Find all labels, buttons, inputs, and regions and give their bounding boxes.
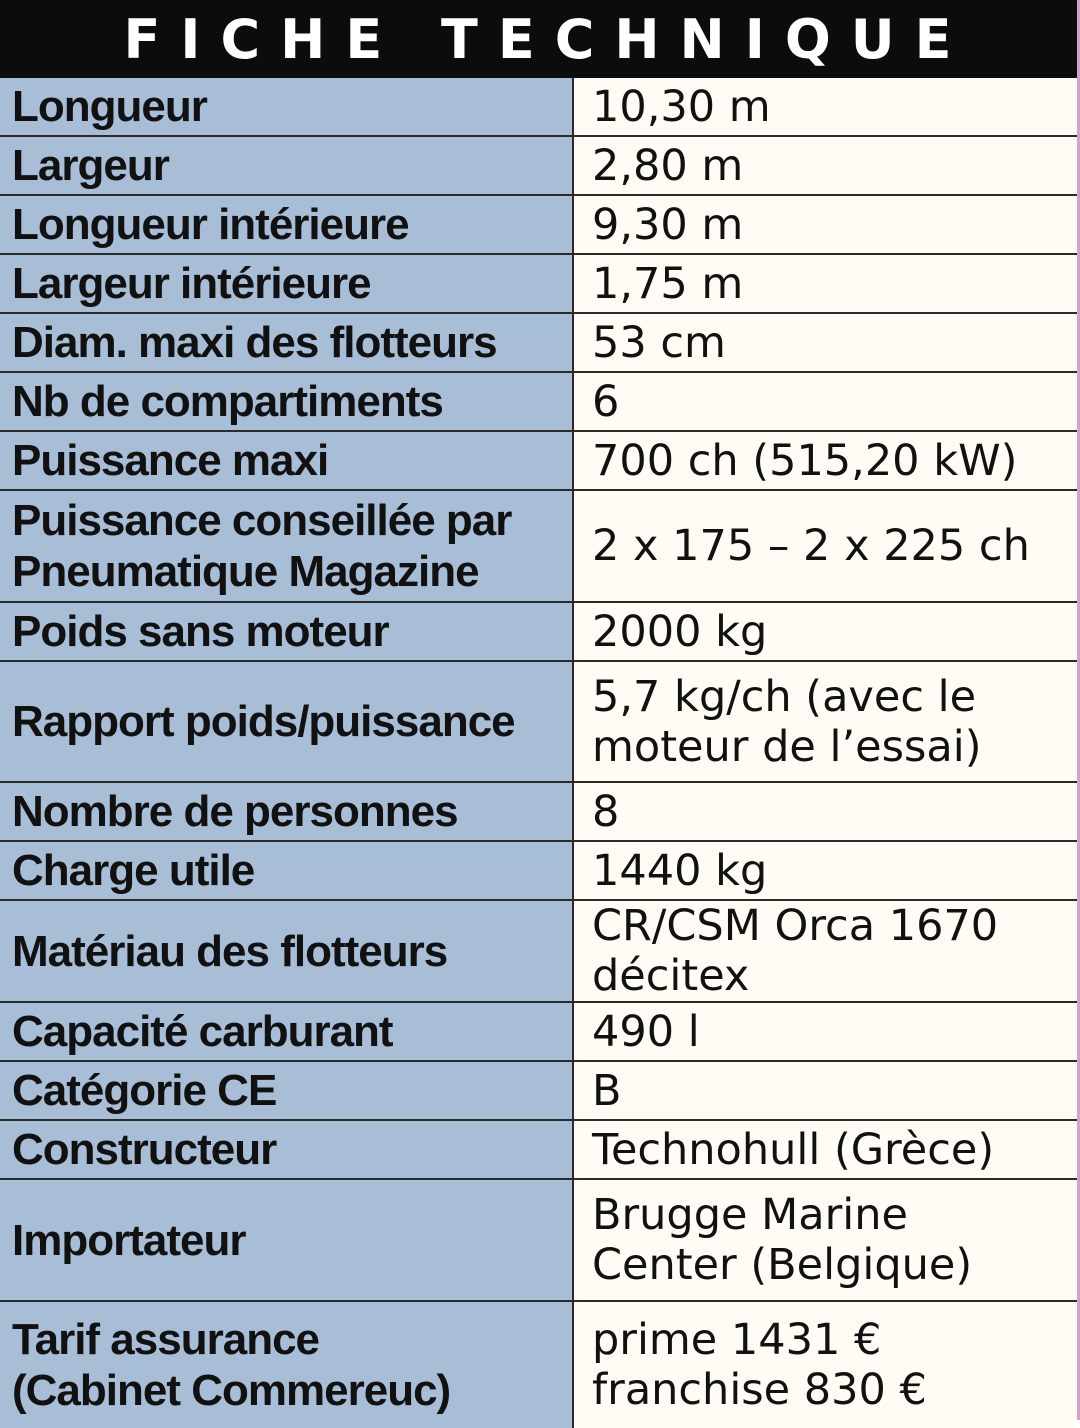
row-label: Charge utile xyxy=(0,841,573,900)
table-row xyxy=(0,1179,1077,1301)
row-value: prime 1431 € franchise 830 € xyxy=(573,1301,1077,1428)
table-row xyxy=(0,254,1077,313)
row-value: 9,30 m xyxy=(573,195,1077,254)
row-label: Poids sans moteur xyxy=(0,602,573,661)
row-label: Matériau des flotteurs xyxy=(0,900,573,1002)
table-row xyxy=(0,490,1077,602)
row-value: 2,80 m xyxy=(573,136,1077,195)
row-value: 700 ch (515,20 kW) xyxy=(573,431,1077,490)
table-row xyxy=(0,1061,1077,1120)
row-label: Diam. maxi des flotteurs xyxy=(0,313,573,372)
row-label: Importateur xyxy=(0,1179,573,1301)
table-row xyxy=(0,431,1077,490)
row-label: Nb de compartiments xyxy=(0,372,573,431)
table-row xyxy=(0,372,1077,431)
row-value: Technohull (Grèce) xyxy=(573,1120,1077,1179)
row-label: Rapport poids/puissance xyxy=(0,661,573,782)
row-value: 53 cm xyxy=(573,313,1077,372)
row-value: CR/CSM Orca 1670 décitex xyxy=(573,900,1077,1002)
row-label: Longueur intérieure xyxy=(0,195,573,254)
table-row xyxy=(0,1002,1077,1061)
table-row xyxy=(0,602,1077,661)
row-label: Constructeur xyxy=(0,1120,573,1179)
spec-table xyxy=(0,78,1077,1428)
row-label: Puissance maxi xyxy=(0,431,573,490)
row-value: B xyxy=(573,1061,1077,1120)
row-value: 10,30 m xyxy=(573,78,1077,136)
row-value: Brugge Marine Center (Belgique) xyxy=(573,1179,1077,1301)
table-row xyxy=(0,313,1077,372)
row-value: 2 x 175 – 2 x 225 ch xyxy=(573,490,1077,602)
row-label: Longueur xyxy=(0,78,573,136)
table-row xyxy=(0,195,1077,254)
row-label: Largeur intérieure xyxy=(0,254,573,313)
row-label: Nombre de personnes xyxy=(0,782,573,841)
row-value: 1440 kg xyxy=(573,841,1077,900)
row-label: Capacité carburant xyxy=(0,1002,573,1061)
table-row xyxy=(0,136,1077,195)
row-label: Puissance conseillée par Pneumatique Magazine xyxy=(0,490,573,602)
table-row xyxy=(0,782,1077,841)
table-row xyxy=(0,78,1077,136)
table-row xyxy=(0,1120,1077,1179)
row-value: 8 xyxy=(573,782,1077,841)
table-row xyxy=(0,661,1077,782)
row-value: 2000 kg xyxy=(573,602,1077,661)
row-label: Largeur xyxy=(0,136,573,195)
row-label: Tarif assurance (Cabinet Commereuc) xyxy=(0,1301,573,1428)
row-value: 5,7 kg/ch (avec le moteur de l’essai) xyxy=(573,661,1077,782)
row-value: 6 xyxy=(573,372,1077,431)
table-row xyxy=(0,900,1077,1002)
row-value: 490 l xyxy=(573,1002,1077,1061)
sheet-title: FICHE TECHNIQUE xyxy=(0,0,1077,78)
row-value: 1,75 m xyxy=(573,254,1077,313)
row-label: Catégorie CE xyxy=(0,1061,573,1120)
table-row xyxy=(0,841,1077,900)
table-row xyxy=(0,1301,1077,1428)
